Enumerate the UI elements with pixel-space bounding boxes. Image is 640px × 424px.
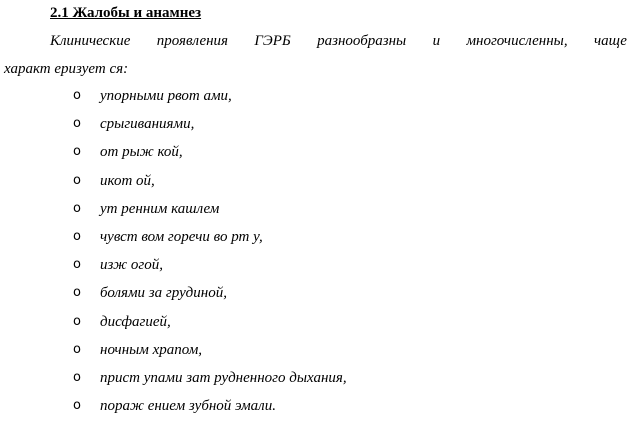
list-item — [0, 114, 640, 142]
bullet-icon: o — [73, 200, 81, 216]
list-item — [0, 312, 640, 340]
intro-word: проявления — [156, 33, 229, 49]
bullet-icon: o — [73, 172, 81, 188]
list-item-text: ночным храпом, — [100, 341, 203, 358]
list-item-text: упорными рвот ами, — [100, 88, 232, 104]
list-item-text: прист упами зат рудненного дыхания, — [100, 369, 347, 386]
bullet-icon: o — [73, 116, 81, 132]
list-item — [0, 283, 640, 311]
intro-word: Клинические — [50, 33, 131, 49]
list-item-text: пораж ением зубной эмали. — [100, 398, 276, 415]
list-item — [0, 368, 640, 396]
list-item-text: чувст вом горечи во рт у, — [100, 228, 263, 245]
list-item-text: икот ой, — [100, 172, 155, 189]
bullet-icon: o — [73, 285, 81, 301]
list-item-text: болями за грудиной, — [100, 285, 227, 302]
list-item-text: дисфагией, — [100, 313, 171, 330]
intro-word: чаще — [593, 33, 627, 49]
bullet-icon: o — [73, 341, 81, 357]
list-item — [0, 227, 640, 255]
list-item — [0, 142, 640, 170]
intro-word: разнообразны — [317, 33, 407, 49]
bullet-icon: o — [73, 88, 81, 103]
list-item-text: срыгиваниями, — [100, 116, 195, 133]
symptom-list — [0, 86, 640, 424]
list-item — [0, 255, 640, 283]
list-item — [0, 171, 640, 199]
list-item-text: ут ренним кашлем — [100, 200, 220, 217]
bullet-icon: o — [73, 313, 81, 329]
list-item-text: от рыж кой, — [100, 144, 183, 161]
list-item — [0, 199, 640, 227]
bullet-icon: o — [73, 257, 81, 273]
intro-paragraph-line-1 — [0, 33, 627, 50]
list-item-text: изж огой, — [100, 257, 163, 274]
bullet-icon: o — [73, 398, 81, 414]
intro-word: ГЭРБ — [254, 33, 291, 49]
bullet-icon: o — [73, 369, 81, 385]
list-item — [0, 340, 640, 368]
intro-word: многочисленны, — [466, 33, 568, 49]
list-item — [0, 396, 640, 424]
bullet-icon: o — [73, 144, 81, 160]
bullet-icon: o — [73, 228, 81, 244]
intro-word: и — [432, 33, 441, 49]
list-item — [0, 86, 640, 114]
section-heading: 2.1 Жалобы и анамнез — [50, 5, 202, 21]
intro-paragraph-line-2: характ еризует ся: — [4, 61, 129, 77]
